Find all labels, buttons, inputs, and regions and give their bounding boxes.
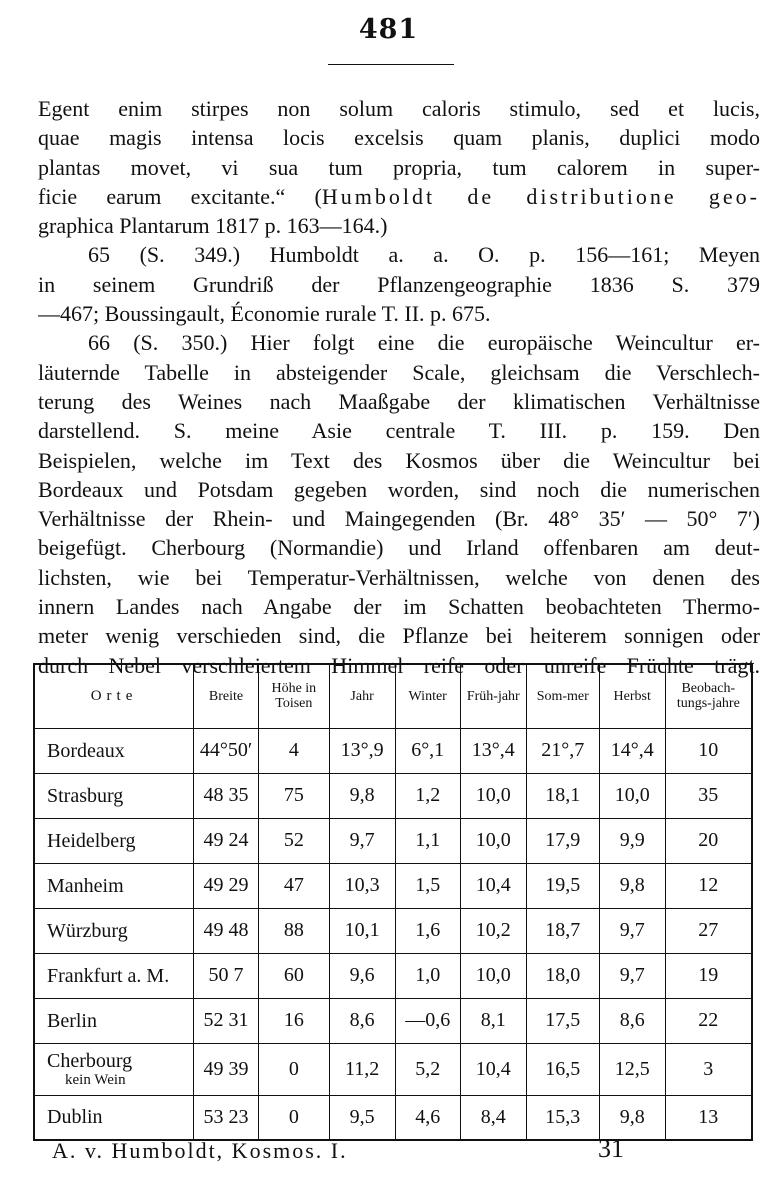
text-line: graphica Plantarum 1817 p. 163—164.) (38, 213, 388, 239)
cell-hoehe: 60 (258, 953, 329, 998)
cell-herbst: 9,8 (599, 863, 665, 908)
cell-ort (34, 1043, 194, 1095)
table-row (34, 1043, 752, 1095)
cell-sommer: 18,0 (526, 953, 599, 998)
place-name: Strasburg (47, 784, 124, 807)
footnote-65-line: 65 (S. 349.) Humboldt a. a. O. p. 156—161; Meyen (88, 242, 760, 268)
table-row (34, 1095, 752, 1140)
place-name: Berlin (47, 1009, 97, 1032)
cell-jahre: 27 (665, 908, 752, 953)
cell-jahre: 12 (665, 863, 752, 908)
place-name: Dublin (47, 1106, 103, 1129)
footnote-66-line: Beispielen, welche im Text des Kosmos über die Weincultur bei (38, 447, 760, 473)
cell-winter: 1,5 (395, 863, 460, 908)
cell-hoehe: 0 (258, 1095, 329, 1140)
cell-jahre: 35 (665, 773, 752, 818)
cell-hoehe: 0 (258, 1043, 329, 1095)
cell-jahre: 20 (665, 818, 752, 863)
footnote-65-line: —467; Boussingault, Économie rurale T. II. p. 675. (38, 301, 491, 327)
text-segment: ficie earum excitante.“ ( (38, 183, 322, 209)
cell-winter: 5,2 (395, 1043, 460, 1095)
cell-ort (34, 728, 194, 773)
cell-fruehjahr: 10,4 (460, 863, 526, 908)
cell-breite: 53 23 (194, 1095, 259, 1140)
cell-fruehjahr: 8,4 (460, 1095, 526, 1140)
cell-fruehjahr: 10,2 (460, 908, 526, 953)
cell-sommer: 17,5 (526, 998, 599, 1043)
cell-sommer: 15,3 (526, 1095, 599, 1140)
cell-herbst: 9,7 (599, 908, 665, 953)
cell-fruehjahr: 13°,4 (460, 728, 526, 773)
cell-sommer: 21°,7 (526, 728, 599, 773)
cell-hoehe: 52 (258, 818, 329, 863)
cell-jahr: 9,7 (329, 818, 395, 863)
column-header-breite: Breite (194, 664, 259, 728)
table-row (34, 908, 752, 953)
wine-climate-table (33, 663, 753, 1141)
cell-winter: 1,0 (395, 953, 460, 998)
header-rule (328, 64, 454, 65)
cell-jahr: 11,2 (329, 1043, 395, 1095)
spaced-citation: Humboldt de distributione geo- (321, 183, 760, 209)
cell-fruehjahr: 10,0 (460, 773, 526, 818)
column-header-winter: Winter (395, 664, 460, 728)
table-row (34, 953, 752, 998)
column-header-beobachtungsjahre: Beobach-tungs-jahre (665, 664, 752, 728)
cell-ort (34, 863, 194, 908)
footnote-65-line: in seinem Grundriß der Pflanzengeographie 1836 S. 379 (38, 271, 760, 297)
column-header-orte: Orte (34, 664, 194, 728)
text-line (38, 182, 760, 211)
column-header-sommer: Som-mer (526, 664, 599, 728)
cell-jahre: 19 (665, 953, 752, 998)
place-note: kein Wein (65, 1072, 126, 1088)
cell-ort (34, 998, 194, 1043)
cell-jahr: 9,8 (329, 773, 395, 818)
column-header-herbst: Herbst (599, 664, 665, 728)
cell-hoehe: 47 (258, 863, 329, 908)
cell-sommer: 16,5 (526, 1043, 599, 1095)
cell-ort (34, 773, 194, 818)
cell-jahre: 10 (665, 728, 752, 773)
footnote-66-line: Bordeaux und Potsdam gegeben worden, sind noch die numerischen (38, 476, 760, 502)
cell-jahr: 10,1 (329, 908, 395, 953)
cell-breite: 49 48 (194, 908, 259, 953)
cell-herbst: 9,7 (599, 953, 665, 998)
cell-jahr: 9,6 (329, 953, 395, 998)
cell-herbst: 12,5 (599, 1043, 665, 1095)
cell-fruehjahr: 10,0 (460, 818, 526, 863)
cell-herbst: 10,0 (599, 773, 665, 818)
text-line: Egent enim stirpes non solum caloris stimulo, sed et lucis, (38, 96, 760, 121)
table-header-row (34, 664, 752, 728)
cell-herbst: 14°,4 (599, 728, 665, 773)
page-number: 481 (358, 14, 419, 45)
column-header-hoehe: Höhe in Toisen (258, 664, 329, 728)
footnote-66-line: läuternde Tabelle in absteigender Scale, gleichsam die Verschlech- (38, 359, 760, 385)
cell-fruehjahr: 10,0 (460, 953, 526, 998)
cell-jahre: 22 (665, 998, 752, 1043)
footnote-66-line: beigefügt. Cherbourg (Normandie) und Irland offenbaren am deut- (38, 535, 760, 561)
cell-jahre: 3 (665, 1043, 752, 1095)
footnote-66-line: lichsten, wie bei Temperatur-Verhältnissen, welche von denen des (38, 564, 760, 590)
footnote-66-line: durch Nebel verschleiertem Himmel reife oder unreife Früchte trägt. (38, 652, 760, 678)
table-row (34, 863, 752, 908)
cell-ort (34, 953, 194, 998)
cell-jahr: 10,3 (329, 863, 395, 908)
cell-winter: 1,1 (395, 818, 460, 863)
cell-hoehe: 4 (258, 728, 329, 773)
footnote-66-line: meter wenig verschieden sind, die Pflanze bei heiterem sonnigen oder (38, 623, 760, 649)
table-row (34, 773, 752, 818)
cell-hoehe: 16 (258, 998, 329, 1043)
footer-signature: A. v. Humboldt, Kosmos. I. (52, 1138, 348, 1163)
place-name: Manheim (47, 874, 124, 897)
cell-sommer: 18,1 (526, 773, 599, 818)
body-text (38, 94, 760, 680)
place-name: Würzburg (47, 919, 128, 942)
cell-ort (34, 818, 194, 863)
cell-winter: —0,6 (395, 998, 460, 1043)
cell-breite: 52 31 (194, 998, 259, 1043)
place-name: Frankfurt a. M. (47, 964, 170, 987)
cell-breite: 50 7 (194, 953, 259, 998)
cell-jahre: 13 (665, 1095, 752, 1140)
footnote-66-line: darstellend. S. meine Asie centrale T. III. p. 159. Den (38, 418, 760, 444)
cell-herbst: 9,8 (599, 1095, 665, 1140)
place-name: Cherbourg (47, 1050, 133, 1072)
cell-jahr: 9,5 (329, 1095, 395, 1140)
text-line: quae magis intensa locis excelsis quam planis, duplici modo (38, 125, 760, 151)
cell-breite: 49 24 (194, 818, 259, 863)
cell-sommer: 19,5 (526, 863, 599, 908)
text-line: plantas movet, vi sua tum propria, tum calorem in super- (38, 154, 760, 180)
place-name: Heidelberg (47, 829, 136, 852)
cell-sommer: 17,9 (526, 818, 599, 863)
cell-herbst: 9,9 (599, 818, 665, 863)
column-header-jahr: Jahr (329, 664, 395, 728)
footnote-66-line: Verhältnisse der Rhein- und Maingegenden (Br. 48° 35′ — 50° 7′) (38, 506, 760, 532)
footnote-66-line: innern Landes nach Angabe der im Schatten beobachteten Thermo- (38, 594, 760, 620)
place-name: Bordeaux (47, 739, 125, 762)
cell-breite: 48 35 (194, 773, 259, 818)
footnote-66-line: terung des Weines nach Maaßgabe der klimatischen Verhältnisse (38, 388, 760, 414)
table-row (34, 818, 752, 863)
cell-hoehe: 88 (258, 908, 329, 953)
cell-jahr: 8,6 (329, 998, 395, 1043)
cell-herbst: 8,6 (599, 998, 665, 1043)
cell-jahr: 13°,9 (329, 728, 395, 773)
cell-breite: 44°50′ (194, 728, 259, 773)
cell-hoehe: 75 (258, 773, 329, 818)
cell-fruehjahr: 10,4 (460, 1043, 526, 1095)
cell-ort (34, 908, 194, 953)
cell-fruehjahr: 8,1 (460, 998, 526, 1043)
cell-winter: 6°,1 (395, 728, 460, 773)
cell-winter: 1,2 (395, 773, 460, 818)
signature-mark: 31 (598, 1134, 624, 1163)
table-row (34, 998, 752, 1043)
column-header-fruehjahr: Früh-jahr (460, 664, 526, 728)
footnote-66-line: 66 (S. 350.) Hier folgt eine die europäische Weincultur er- (88, 330, 760, 356)
cell-sommer: 18,7 (526, 908, 599, 953)
cell-winter: 4,6 (395, 1095, 460, 1140)
cell-winter: 1,6 (395, 908, 460, 953)
cell-breite: 49 39 (194, 1043, 259, 1095)
cell-breite: 49 29 (194, 863, 259, 908)
table-row (34, 728, 752, 773)
cell-ort (34, 1095, 194, 1140)
